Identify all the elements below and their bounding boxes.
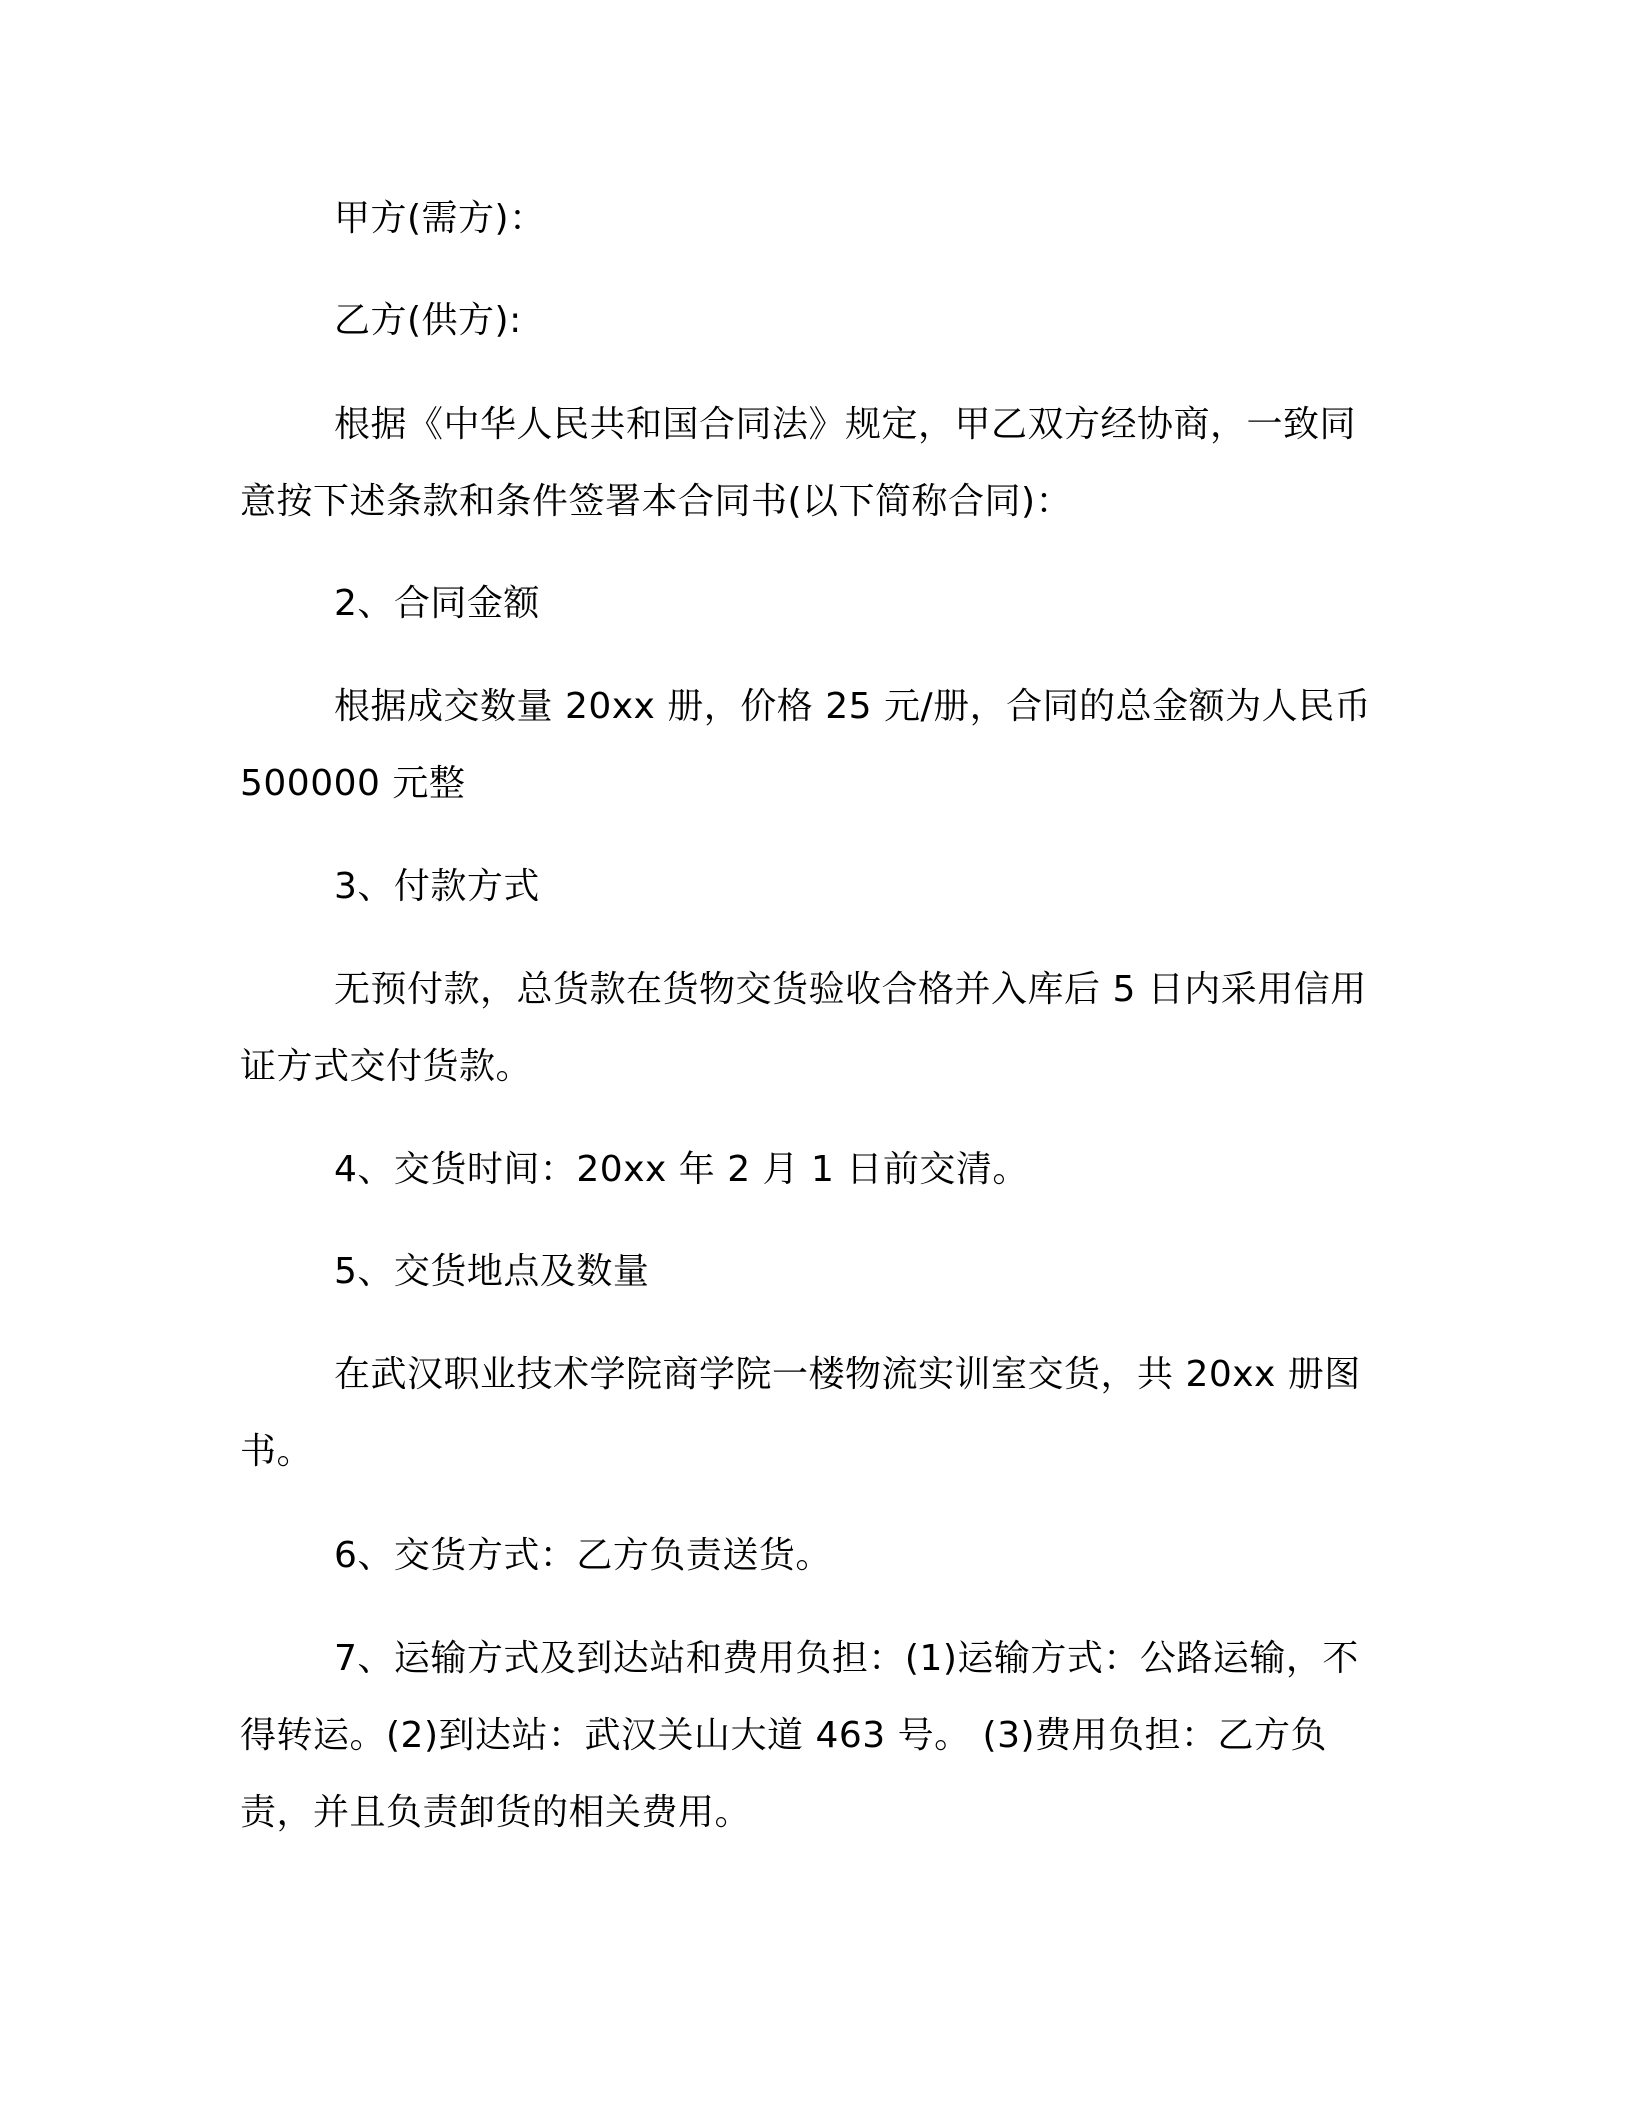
preamble-paragraph	[240, 386, 1377, 540]
clause-2-heading: 2、合同金额	[334, 583, 540, 624]
clause-7-body	[240, 1620, 1377, 1851]
clause-7-text: 7、运输方式及到达站和费用负担：(1)运输方式：公路运输，不得转运。(2)到达站：武汉关山大道 463 号。 (3)费用负担：乙方负责，并且负责卸货的相关费用。	[240, 1638, 1359, 1833]
clause-5-heading: 5、交货地点及数量	[334, 1251, 650, 1292]
clause-3-body	[240, 951, 1377, 1105]
party-b-line: 乙方(供方):	[334, 300, 522, 341]
clause-3-heading: 3、付款方式	[334, 866, 540, 907]
clause-5-body	[240, 1336, 1377, 1490]
clause-4-line: 4、交货时间：20xx 年 2 月 1 日前交清。	[334, 1149, 1029, 1190]
clause-5-text: 在武汉职业技术学院商学院一楼物流实训室交货，共 20xx 册图书。	[240, 1354, 1361, 1472]
clause-3-text: 无预付款，总货款在货物交货验收合格并入库后 5 日内采用信用证方式交付货款。	[240, 969, 1367, 1087]
party-a-line: 甲方(需方)：	[334, 198, 546, 239]
clause-2-body	[240, 668, 1377, 822]
preamble-text: 根据《中华人民共和国合同法》规定，甲乙双方经协商，一致同意按下述条款和条件签署本合同书(以下简称合同)：	[240, 404, 1357, 522]
clause-2-text: 根据成交数量 20xx 册，价格 25 元/册，合同的总金额为人民币 500000 元整	[240, 686, 1372, 804]
clause-6-line: 6、交货方式：乙方负责送货。	[334, 1535, 832, 1576]
